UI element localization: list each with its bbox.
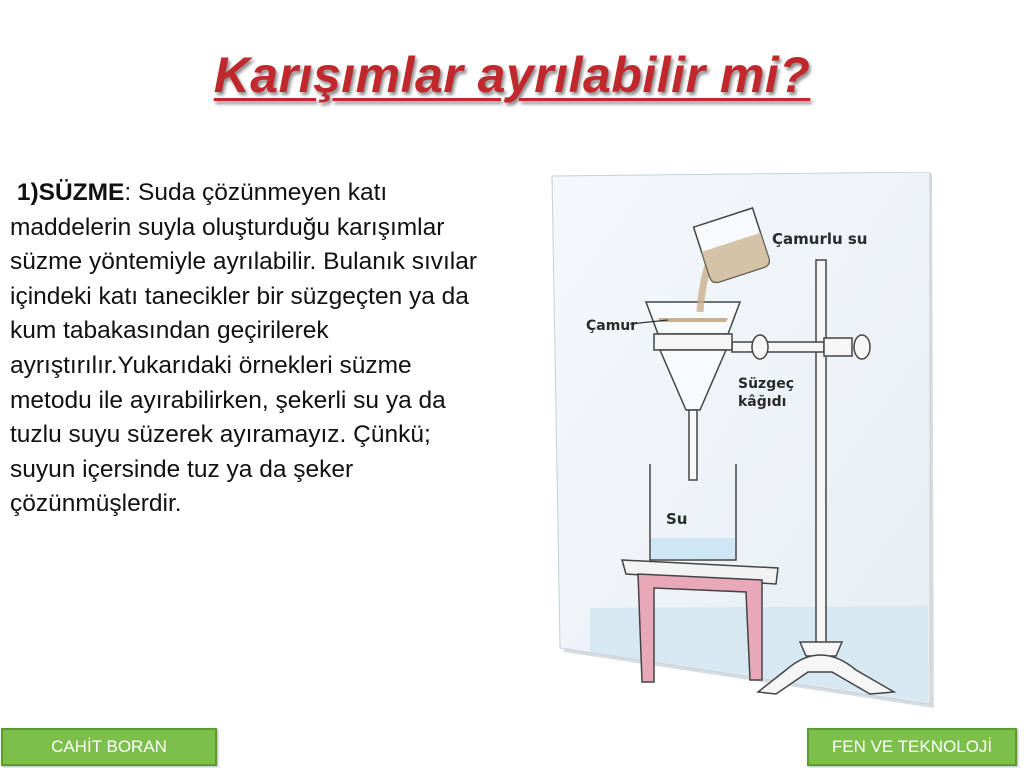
footer-subject-box: FEN VE TEKNOLOJİ	[807, 728, 1017, 766]
filtration-illustration	[550, 172, 936, 712]
label-mud: Çamur	[586, 318, 638, 334]
label-water: Su	[666, 510, 688, 528]
footer-author-box: CAHİT BORAN	[1, 728, 217, 766]
label-muddy-water: Çamurlu su	[772, 230, 868, 248]
method-term: 1)SÜZME	[16, 179, 125, 206]
body-paragraph	[10, 176, 500, 522]
method-description: : Suda çözünmeyen katı maddelerin suyla oluşturduğu karışımlar süzme yöntemiyle ayrılabilir. Bulanık sıvılar içindeki katı tanecikler bir süzgeçten ya da kum tabakasından geçirilerek ayrıştırılır.Yukarıdaki örnekleri süzme metodu ile ayırabilirken, şekerli su ya da tuzlu suyu süzerek ayıramayız. Çünkü; suyun içersinde tuz ya da şeker çözünmüşlerdir.	[10, 179, 478, 518]
label-filter-paper-1: Süzgeç	[738, 376, 795, 392]
label-filter-paper-2: kâğıdı	[738, 394, 787, 410]
slide-title: Karışımlar ayrılabilir mi?	[213, 47, 811, 103]
